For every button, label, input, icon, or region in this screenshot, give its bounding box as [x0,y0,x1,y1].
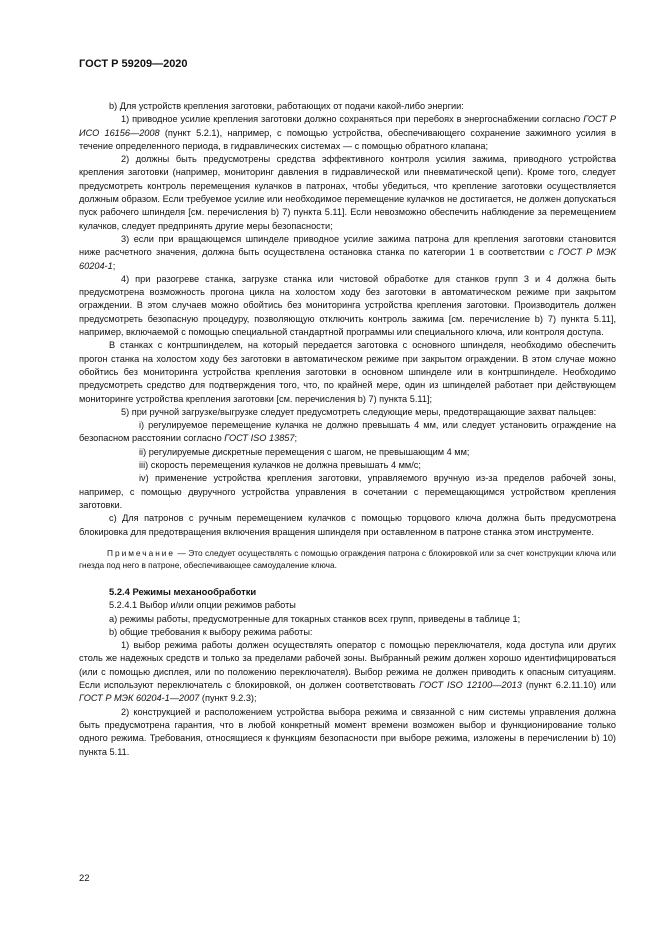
note: Примечание — Это следует осуществлять с помощью ограждения патрона с блокировкой или за счет конструкции ключа или гнезда под него в патроне, обеспечивающее самоудаление ключа. [79,547,616,570]
item-b-2: 2) должны быть предусмотрены средства эффективного контроля усилия зажима, приводного устройства крепления заготовки (например, мониторинг давления в гидравлической или пневматической цепи). Кроме того, следует предусмотреть контроль перемещения кулачков в патронах, чтобы убедиться, что крепление заготовки осуществляется должным образом. Если требуемое усилие или необходимое перемещение кулачков не достигается, не должен допускаться пуск рабочего шпинделя [см. перечисления b) 7) пункта 5.11]. Если невозможно обеспечить наблюдение за перемещением кулачков, следует предпринять другие меры безопасности; [79,154,616,231]
page-number: 22 [79,873,90,884]
reference: ГОСТ ISO 13857 [224,433,295,444]
item-b-3: 3) если при вращающемся шпинделе приводное усилие зажима патрона для крепления заготовки становится ниже расчетного значения, должна быть осуществлена остановка станка по категории 1 в соответствии с ГОСТ Р МЭК 60204-1; [79,233,616,271]
reference: ГОСТ Р ИСО 16156—2008 [79,114,616,138]
page-body [79,100,616,759]
mode-item-1: 1) выбор режима работы должен осуществлять оператор с помощью переключателя, кода доступа или других столь же надежных средств и только за пределами рабочей зоны. Выбранный режим должен хорошо идентифицироваться (или с помощью дисплея, или по положению переключателя). Выбор режима не должен приводить к опасным ситуациям. Если используют переключатель с блокировкой, он должен соответствовать ГОСТ ISO 12100—2013 (пункт 6.2.11.10) или ГОСТ Р МЭК 60204-1—2007 (пункт 9.2.3); [79,640,616,704]
item-b-5-iv: iv) применение устройства крепления заготовки, управляемого вручную из-за пределов рабочей зоны, например, с помощью двуручного устройства управления в сочетании с перемещающимся устройством крепления заготовки. [79,473,616,510]
item-b-5: 5) при ручной загрузке/выгрузке следует предусмотреть следующие меры, предотвращающие захват пальцев: [121,406,597,417]
item-b-1: 1) приводное усилие крепления заготовки должно сохраняться при перебоях в энергоснабжении согласно ГОСТ Р ИСО 16156—2008 (пункт 5.2.1), например, с помощью устройства, обеспечивающего сохранение зажимного усилия в течение определенного периода, в гидравлических системах — с помощью обратного клапана; [79,114,616,151]
reference: ГОСТ ISO 12100—2013 [419,680,522,691]
reference: ГОСТ Р МЭК 60204-1 [79,247,616,271]
item-c: c) Для патронов с ручным перемещением кулачков с помощью торцового ключа должна быть предусмотрена блокировка для предотвращения включения вращения шпинделя при оставленном в патроне станка этом инструменте. [79,513,616,537]
item-b-5-i: i) регулируемое перемещение кулачка не должно превышать 4 мм, или следует установить ограждение на безопасном расстоянии согласно ГОСТ ISO 13857; [79,420,616,444]
item-b-5-ii: ii) регулируемые дискретные перемещения с шагом, не превышающим 4 мм; [139,446,470,457]
counter-spindle-paragraph: В станках с контршпинделем, на который передается заготовка с основного шпинделя, необходимо обеспечить прогон станка на холостом ходу без заготовки в автоматическом режиме при закрытом ограждении. В этом случае можно обойтись без мониторинга устройства крепления заготовки в основном шпинделе или в контршпинделе. Необходимо предусмотреть средство для подтверждения того, что, по крайней мере, один из шпинделей работает при действующем мониторинге устройства крепления заготовки [см. перечисления b) 7) пункта 5.11]; [79,340,616,404]
section-title: 5.2.4 Режимы механообработки [109,585,257,597]
item-b-general: b) общие требования к выбору режима работы: [109,626,313,637]
item-b-5-iii: iii) скорость перемещения кулачков не должна превышать 4 мм/с; [139,460,421,471]
item-b-heading: b) Для устройств крепления заготовки, работающих от подачи какой-либо энергии: [109,101,464,111]
note-label: Примечание [107,547,176,558]
item-a: а) режимы работы, предусмотренные для токарных станков всех групп, приведены в таблице 1; [109,613,521,624]
subsection-title: 5.2.4.1 Выбор и/или опции режимов работы [109,600,296,611]
item-b-4: 4) при разогреве станка, загрузке станка или чистовой обработке для станков групп 3 и 4 должна быть предусмотрена возможность прогона цикла на холостом ходу без заготовки в автоматическом режиме при закрытом ограждении. В этом случаев можно обойтись без мониторинга устройства крепления заготовки. Производитель должен предусмотреть безопасную процедуру, позволяющую отключить контроль зажима [см. перечисление b) 7) пункта 5.11], например, включаемой с помощью специальной стандартной программы или специального ключа, или контроля доступа. [79,273,616,338]
mode-item-2: 2) конструкцией и расположением устройства выбора режима и связанной с ним системы управления должна быть предусмотрена гарантия, что в любой конкретный момент времени возможен выбор и функционирование только одного режима. Требования, относящиеся к функциям безопасности при выборе режима, изложены в перечислении b) 10) пункта 5.11. [79,706,616,757]
reference: ГОСТ Р МЭК 60204-1—2007 [79,693,200,704]
document-header: ГОСТ Р 59209—2020 [79,58,188,70]
